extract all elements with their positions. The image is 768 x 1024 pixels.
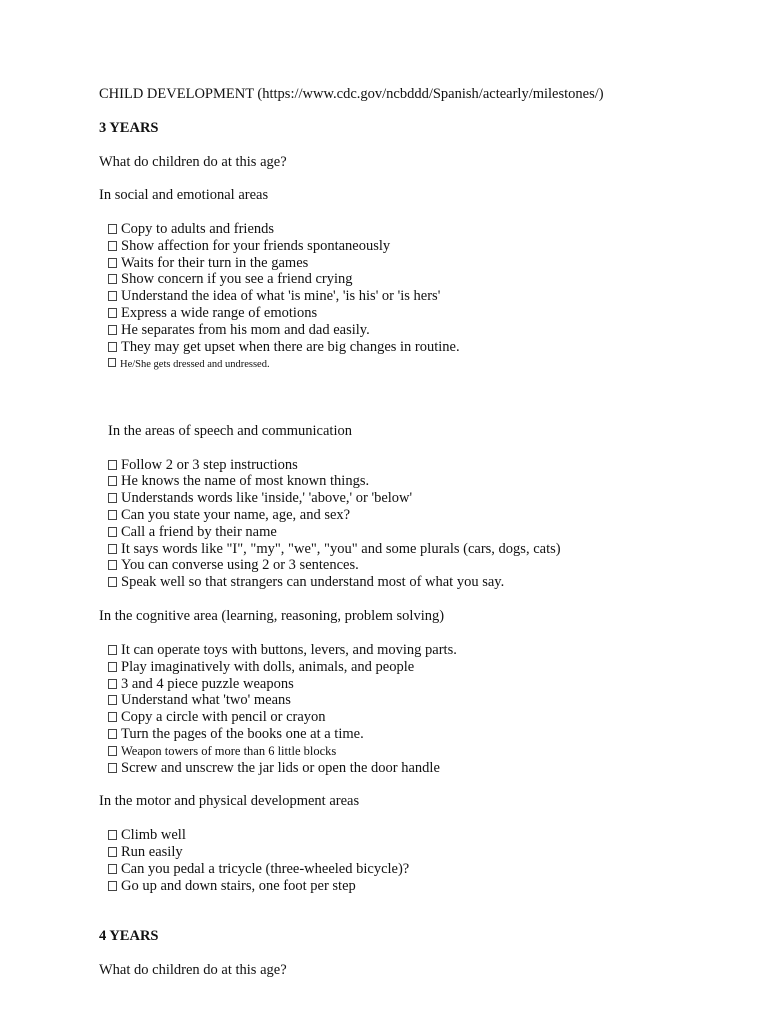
list-item: Can you state your name, age, and sex? <box>108 507 350 524</box>
checkbox-glyph-icon <box>108 544 117 554</box>
checkbox-glyph-icon <box>108 729 117 739</box>
checkbox-glyph-icon <box>108 342 117 352</box>
list-item: Screw and unscrew the jar lids or open the door handle <box>108 760 440 777</box>
subsection-heading-social: In social and emotional areas <box>99 187 269 203</box>
list-item: Show affection for your friends spontaneously <box>108 238 390 255</box>
checkbox-glyph-icon <box>108 358 116 367</box>
checkbox-glyph-icon <box>108 527 117 537</box>
subsection-heading-speech: In the areas of speech and communication <box>108 423 352 439</box>
checkbox-glyph-icon <box>108 241 117 251</box>
subsection-heading-motor: In the motor and physical development areas <box>99 793 360 809</box>
list-item: Play imaginatively with dolls, animals, and people <box>108 659 414 676</box>
checkbox-glyph-icon <box>108 645 117 655</box>
checkbox-glyph-icon <box>108 460 117 470</box>
list-item: They may get upset when there are big changes in routine. <box>108 339 460 356</box>
list-item: Follow 2 or 3 step instructions <box>108 457 298 474</box>
checkbox-glyph-icon <box>108 291 117 301</box>
list-item: Waits for their turn in the games <box>108 255 308 272</box>
list-item: Understands words like 'inside,' 'above,' or 'below' <box>108 490 412 507</box>
list-item: Speak well so that strangers can understand most of what you say. <box>108 574 504 591</box>
checkbox-glyph-icon <box>108 493 117 503</box>
checkbox-glyph-icon <box>108 864 117 874</box>
list-item: You can converse using 2 or 3 sentences. <box>108 557 359 574</box>
checkbox-glyph-icon <box>108 881 117 891</box>
checkbox-glyph-icon <box>108 274 117 284</box>
list-item: It says words like "I", "my", "we", "you" and some plurals (cars, dogs, cats) <box>108 541 561 558</box>
list-item: Call a friend by their name <box>108 524 277 541</box>
age-question: What do children do at this age? <box>99 962 287 978</box>
checkbox-glyph-icon <box>108 476 117 486</box>
subsection-heading-cognitive: In the cognitive area (learning, reasoning, problem solving) <box>99 608 445 624</box>
list-item: Turn the pages of the books one at a time. <box>108 726 364 743</box>
list-item: Copy a circle with pencil or crayon <box>108 709 326 726</box>
list-item: 3 and 4 piece puzzle weapons <box>108 676 294 693</box>
checkbox-glyph-icon <box>108 679 117 689</box>
list-item: He/She gets dressed and undressed. <box>108 356 270 373</box>
list-item: Run easily <box>108 844 183 861</box>
list-item: Weapon towers of more than 6 little blocks <box>108 743 336 760</box>
checkbox-glyph-icon <box>108 695 117 705</box>
list-item: Copy to adults and friends <box>108 221 274 238</box>
list-item: Understand the idea of what 'is mine', 'is his' or 'is hers' <box>108 288 440 305</box>
list-item: Climb well <box>108 827 186 844</box>
checkbox-glyph-icon <box>108 763 117 773</box>
checkbox-glyph-icon <box>108 577 117 587</box>
list-item: Go up and down stairs, one foot per step <box>108 878 356 895</box>
checkbox-glyph-icon <box>108 325 117 335</box>
checkbox-glyph-icon <box>108 510 117 520</box>
document-title: CHILD DEVELOPMENT (https://www.cdc.gov/ncbddd/Spanish/actearly/milestones/) <box>99 86 604 102</box>
section-heading-4-years: 4 YEARS <box>99 928 159 944</box>
list-item: He separates from his mom and dad easily. <box>108 322 370 339</box>
list-item: It can operate toys with buttons, levers, and moving parts. <box>108 642 457 659</box>
list-item: Can you pedal a tricycle (three-wheeled bicycle)? <box>108 861 409 878</box>
list-item: He knows the name of most known things. <box>108 473 369 490</box>
list-item: Show concern if you see a friend crying <box>108 271 353 288</box>
checkbox-glyph-icon <box>108 847 117 857</box>
checkbox-glyph-icon <box>108 662 117 672</box>
checkbox-glyph-icon <box>108 258 117 268</box>
checkbox-glyph-icon <box>108 712 117 722</box>
checkbox-glyph-icon <box>108 224 117 234</box>
section-heading-3-years: 3 YEARS <box>99 120 159 136</box>
checkbox-glyph-icon <box>108 830 117 840</box>
checkbox-glyph-icon <box>108 746 117 756</box>
checkbox-glyph-icon <box>108 560 117 570</box>
list-item: Express a wide range of emotions <box>108 305 317 322</box>
age-question: What do children do at this age? <box>99 154 287 170</box>
checkbox-glyph-icon <box>108 308 117 318</box>
list-item: Understand what 'two' means <box>108 692 291 709</box>
